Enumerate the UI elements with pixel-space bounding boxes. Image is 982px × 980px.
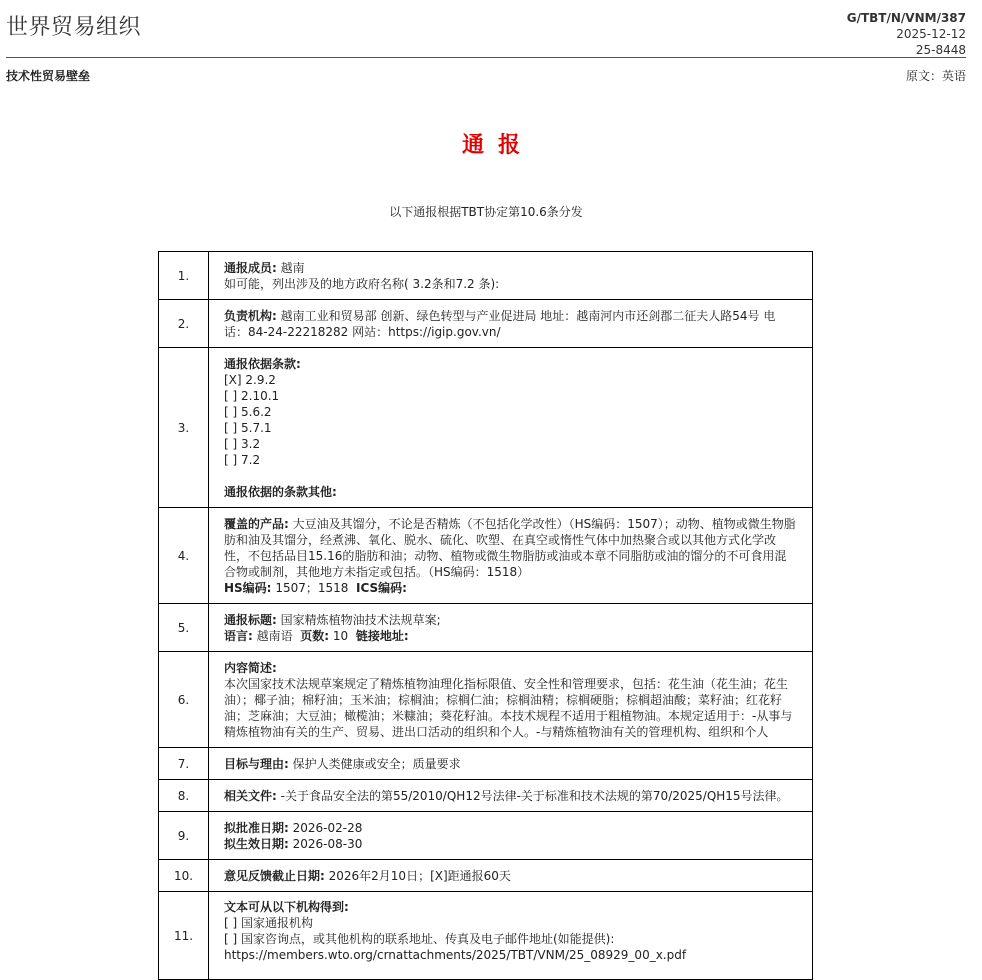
row-content — [209, 300, 813, 348]
row-content — [209, 652, 813, 748]
row-number: 9. — [159, 812, 209, 860]
row-number: 5. — [159, 604, 209, 652]
option-item: [ ] 国家通报机构 — [224, 916, 313, 930]
field-label: 通报依据的条款其他: — [224, 484, 337, 499]
row-content — [209, 780, 813, 812]
option-item: [X] 2.9.2 — [224, 372, 276, 387]
option-item: [ ] 国家咨询点，或其他机构的联系地址、传真及电子邮件地址(如能提供): — [224, 932, 615, 946]
document-symbol: G/TBT/N/VNM/387 — [846, 11, 966, 25]
document-ref: 25-8448 — [915, 43, 966, 57]
document-meta — [847, 10, 966, 58]
row-number: 6. — [159, 652, 209, 748]
row-content — [209, 508, 813, 604]
attachment-link[interactable]: https://members.wto.org/crnattachments/2025/TBT/VNM/25_08929_00_x.pdf — [224, 948, 687, 962]
option-item: [ ] 5.6.2 — [224, 404, 272, 419]
table-row — [159, 604, 813, 652]
option-item: [ ] 3.2 — [224, 436, 261, 451]
table-row — [159, 748, 813, 780]
table-row — [159, 348, 813, 508]
row-number: 8. — [159, 780, 209, 812]
field-value: 越南语 — [252, 628, 293, 643]
field-label: 文本可从以下机构得到: — [224, 900, 349, 914]
row-content — [209, 892, 813, 980]
field-value: -关于食品安全法的第55/2010/QH12号法律-关于标准和技术法规的第70/2025/QH15号法律。 — [276, 788, 789, 803]
option-item: [ ] 5.7.1 — [224, 420, 272, 435]
document-date: 2025-12-12 — [896, 27, 966, 41]
original-language: 原文：英语 — [905, 69, 966, 83]
table-row — [159, 780, 813, 812]
row-number: 3. — [159, 348, 209, 508]
field-label: 相关文件: — [224, 788, 277, 803]
field-label: 覆盖的产品: — [224, 516, 289, 531]
row-content — [209, 860, 813, 892]
table-row — [159, 812, 813, 860]
field-value: 2026-02-28 — [288, 820, 363, 835]
option-item: [ ] 7.2 — [224, 452, 261, 467]
row-number: 4. — [159, 508, 209, 604]
row-number: 1. — [159, 252, 209, 300]
page-title: 通报 — [461, 133, 534, 158]
field-value: 国家精炼植物油技术法规草案; — [276, 612, 441, 627]
field-value: 2026年2月10日；[X]距通报60天 — [324, 868, 511, 883]
row-number: 11. — [159, 892, 209, 980]
document-category: 技术性贸易壁垒 — [6, 69, 91, 83]
table-row — [159, 300, 813, 348]
table-row — [159, 892, 813, 980]
table-row — [159, 252, 813, 300]
field-value: 1507；1518 — [271, 580, 349, 595]
notification-table — [158, 251, 813, 980]
field-label: 通报依据条款: — [224, 356, 301, 371]
field-label: 语言: — [224, 628, 253, 643]
field-value: 本次国家技术法规草案规定了精炼植物油理化指标限值、安全性和管理要求，包括：花生油（花生油；花生油）；椰子油；棉籽油；玉米油；棕榈油；棕榈仁油；棕榈油精；棕榈硬脂；棕榈超油酸；菜籽油；红花籽油；芝麻油；大豆油；橄榄油；米糠油；葵花籽油。本技术规程不适用于粗植物油。本规定适用于：-从事与精炼植物油有关的生产、贸易、进出口活动的组织和个人。-与精炼植物油有关的管理机构、组织和个人 — [224, 676, 793, 739]
option-item: [ ] 2.10.1 — [224, 388, 280, 403]
field-label: 链接地址: — [355, 628, 409, 643]
field-label: 页数: — [300, 628, 330, 643]
row-content — [209, 748, 813, 780]
field-value: 大豆油及其馏分，不论是否精炼（不包括化学改性）（HS编码：1507）；动物、植物或微生物脂肪和油及其馏分，经煮沸、氧化、脱水、硫化、吹塑、在真空或惰性气体中加热聚合或以其他方式化学改性，不包括品目15.16的脂肪和油；动物、植物或微生物脂肪或油或本章不同脂肪或油的馏分的不可食用混合物或制剂，其他地方未指定或包括。（HS编码：1518） — [224, 516, 796, 579]
field-value: 越南工业和贸易部 创新、绿色转型与产业促进局 地址：越南河内市还剑郡二征夫人路54号 电话：84-24-22218282 网站：https://igip.gov.vn/ — [224, 308, 776, 339]
row-content — [209, 604, 813, 652]
row-number: 2. — [159, 300, 209, 348]
spacer — [224, 468, 798, 484]
row-number: 10. — [159, 860, 209, 892]
field-label: 负责机构: — [224, 308, 277, 323]
field-label: HS编码: — [224, 580, 272, 595]
field-label: 内容简述: — [224, 660, 277, 675]
table-row — [159, 652, 813, 748]
row-content — [209, 252, 813, 300]
field-label: 意见反馈截止日期: — [224, 868, 325, 883]
field-value: 越南 — [276, 260, 305, 275]
wto-org-title: 世界贸易组织 — [6, 15, 142, 40]
row-content — [209, 348, 813, 508]
field-value: 2026-08-30 — [288, 836, 363, 851]
row-content — [209, 812, 813, 860]
field-label: ICS编码: — [356, 580, 407, 595]
field-label: 通报成员: — [224, 260, 277, 275]
field-label: 目标与理由: — [224, 756, 289, 771]
field-label: 拟生效日期: — [224, 836, 289, 851]
row-number: 7. — [159, 748, 209, 780]
field-value: 10 — [329, 628, 349, 643]
field-value: 保护人类健康或安全；质量要求 — [288, 756, 461, 771]
table-row — [159, 508, 813, 604]
field-note: 如可能，列出涉及的地方政府名称( 3.2条和7.2 条): — [224, 276, 500, 291]
header-divider — [6, 57, 966, 58]
field-label: 拟批准日期: — [224, 820, 289, 835]
intro-text: 以下通报根据TBT协定第10.6条分发 — [389, 205, 583, 219]
table-row — [159, 860, 813, 892]
field-label: 通报标题: — [224, 612, 277, 627]
